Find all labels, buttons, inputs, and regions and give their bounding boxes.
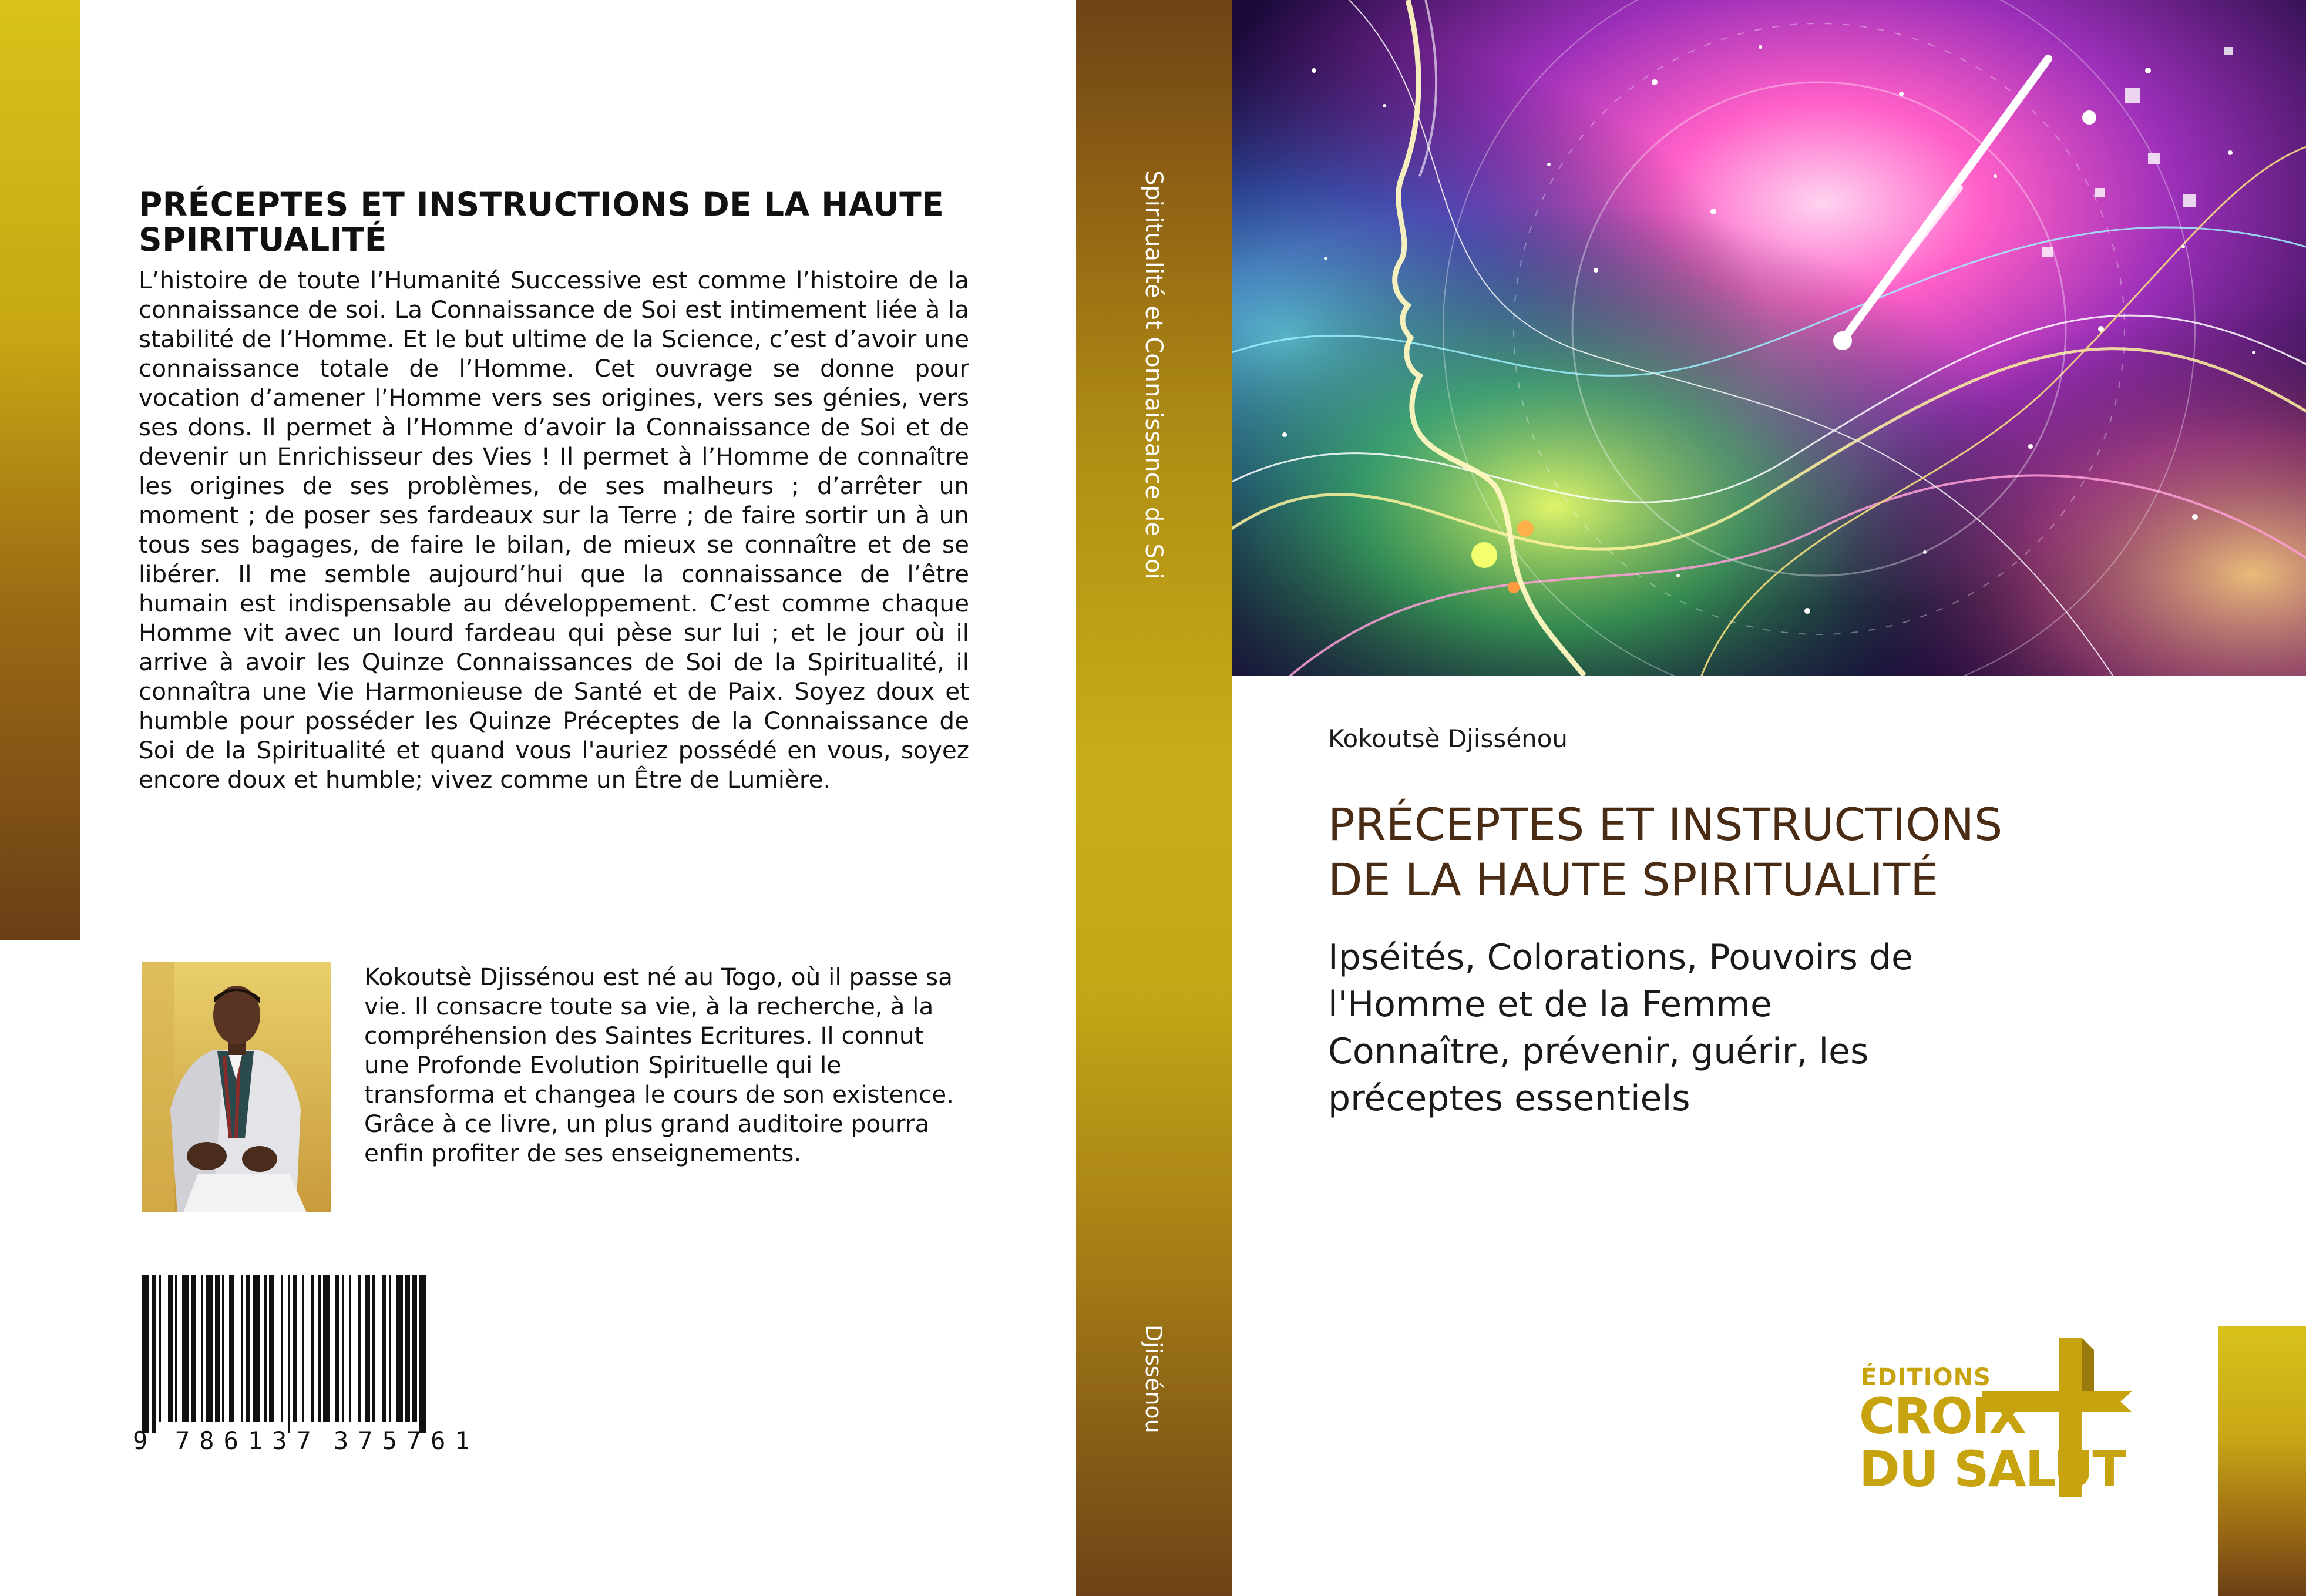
barcode-bar — [201, 1275, 203, 1422]
barcode-bar — [372, 1275, 375, 1422]
barcode-bar — [206, 1275, 213, 1422]
barcode-bar — [142, 1275, 149, 1433]
barcode-bar — [342, 1275, 344, 1422]
barcode-bar — [288, 1275, 290, 1433]
barcode-bar — [168, 1275, 173, 1422]
front-subtitle-line-1: Ipséités, Colorations, Pouvoirs de — [1328, 937, 1913, 978]
front-title-line-2: DE LA HAUTE SPIRITUALITÉ — [1328, 854, 1939, 906]
front-cover-title — [1328, 797, 2209, 908]
barcode-digits-right: 375761 — [334, 1426, 479, 1455]
front-cover-author: Kokoutsè Djissénou — [1328, 724, 1568, 753]
barcode-bar — [293, 1275, 297, 1422]
barcode-bar — [191, 1275, 196, 1422]
barcode-bar — [419, 1275, 426, 1433]
publisher-name-line-2: CROIX — [1859, 1387, 2026, 1445]
barcode-bar — [241, 1275, 243, 1422]
barcode-bar — [159, 1275, 161, 1422]
barcode-bar — [318, 1275, 321, 1422]
back-cover-color-band — [0, 0, 80, 940]
barcode-bar — [412, 1275, 417, 1422]
barcode-bar — [182, 1275, 189, 1422]
back-cover-title: PRÉCEPTES ET INSTRUCTIONS DE LA HAUTE SPIRITUALITÉ — [139, 186, 944, 258]
front-cover-color-band — [2218, 1326, 2306, 1596]
author-photo — [142, 962, 331, 1212]
cosmic-head-illustration — [1232, 0, 2306, 676]
barcode-bar — [152, 1275, 156, 1433]
barcode-bar — [396, 1275, 403, 1422]
barcode-bar — [323, 1275, 330, 1422]
barcode-bar — [302, 1275, 304, 1422]
barcode-bar — [349, 1275, 351, 1422]
barcode-digit-lead: 9 — [133, 1426, 148, 1455]
spine-author: Djissénou — [1141, 1325, 1167, 1433]
barcode-bar — [281, 1275, 283, 1422]
barcode-bar — [253, 1275, 260, 1422]
barcode-bar — [335, 1275, 339, 1422]
isbn-barcode — [133, 1275, 499, 1469]
author-biography: Kokoutsè Djissénou est né au Togo, où il passe sa vie. Il consacre toute sa vie, à la recherche, à la compréhension des Saintes Ecritures. Il connut une Profonde Evolution Spirituelle qui le transforma et changea le cours de son existence. Grâce à ce livre, un plus grand auditoire pourra enfin profiter de ses enseignements. — [364, 963, 954, 1167]
front-subtitle-line-3: Connaître, prévenir, guérir, les — [1328, 1031, 1869, 1072]
barcode-bar — [382, 1275, 386, 1422]
barcode-bar — [229, 1275, 234, 1422]
barcode-bar — [389, 1275, 391, 1422]
barcode-bar — [358, 1275, 361, 1422]
front-cover-subtitle — [1328, 934, 2150, 1122]
front-subtitle-line-2: l'Homme et de la Femme — [1328, 984, 1772, 1025]
barcode-bar — [269, 1275, 274, 1422]
barcode-bar — [311, 1275, 314, 1422]
barcode-bar — [222, 1275, 224, 1422]
barcode-digits-left: 786137 — [175, 1426, 321, 1455]
barcode-bar — [246, 1275, 250, 1422]
barcode-bar — [405, 1275, 410, 1422]
author-portrait-image — [142, 962, 331, 1212]
barcode-bar — [365, 1275, 370, 1422]
publisher-name-line-3: DU SALUT — [1859, 1440, 2125, 1498]
back-cover-blurb: L’histoire de toute l’Humanité Successive est comme l’histoire de la connaissance de soi. La Connaissance de Soi est intimement liée à la stabilité de l’Homme. Et le but ultime de la Science, c’est d’avoir une connaissance totale de l’Homme. Cet ouvrage se donne pour vocation d’amener l’Homme vers ses origines, vers ses génies, vers ses dons. Il permet à l’Homme d’avoir la Connaissance de Soi et de devenir un Enrichisseur des Vies ! Il permet à l’Homme de connaître les origines de ses problèmes, de ses malheurs ; d’arrêter un moment ; de poser ses fardeaux sur la Terre ; de faire sortir un à un tous ses bagages, de faire le bilan, de mieux se connaître et de se libérer. Il me semble aujourd’hui que la connaissance de l’être humain est indispensable au développement. C’est comme chaque Homme vit avec un lourd fardeau qui pèse sur lui ; et le jour où il arrive à avoir les Quinze Connaissances de Soi de la Spiritualité, il connaîtra une Vie Harmonieuse de Santé et de Paix. Soyez doux et humble pour posséder les Quinze Préceptes de la Connaissance de Soi de la Spiritualité et quand vous l'auriez possédé en vous, soyez encore doux et humble; vivez comme un Être de Lumière. — [139, 266, 969, 794]
spine-title: Spiritualité et Connaissance de Soi — [1140, 170, 1167, 580]
barcode-bar — [215, 1275, 220, 1422]
barcode-bar — [175, 1275, 177, 1422]
publisher-name-line-1: ÉDITIONS — [1861, 1364, 1991, 1391]
cover-illustration — [1232, 0, 2306, 676]
front-title-line-1: PRÉCEPTES ET INSTRUCTIONS — [1328, 798, 2003, 851]
barcode-bar — [264, 1275, 267, 1422]
front-subtitle-line-4: préceptes essentiels — [1328, 1078, 1690, 1119]
